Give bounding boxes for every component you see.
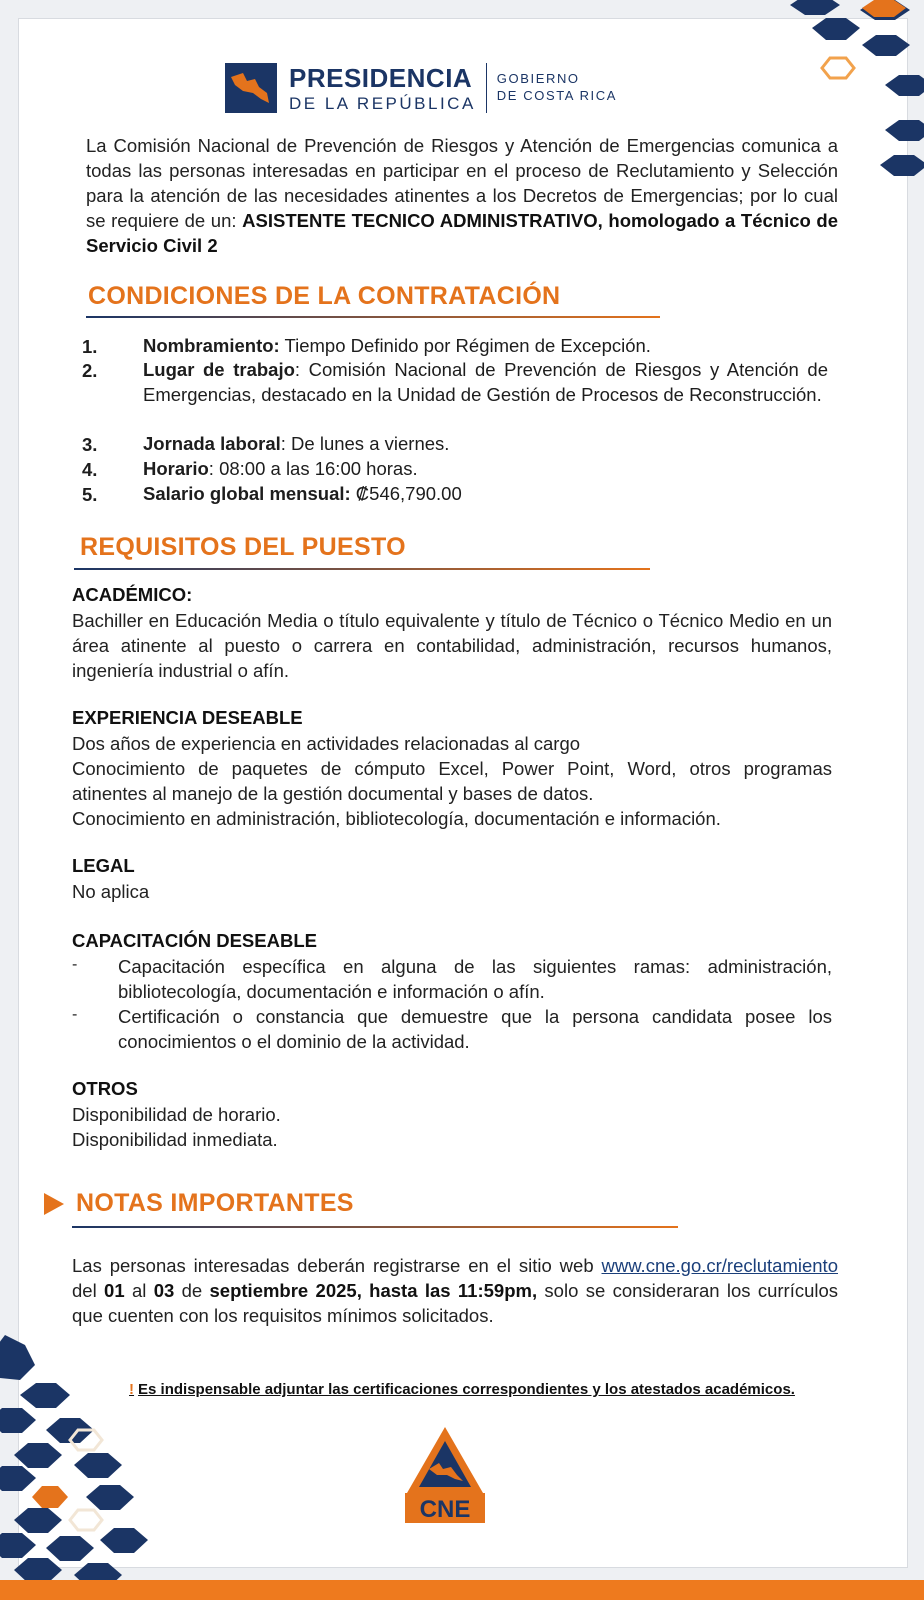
notes-title: NOTAS IMPORTANTES <box>76 1189 354 1217</box>
important-note <box>100 1378 824 1401</box>
deadline: septiembre 2025, hasta las 11:59pm, <box>209 1280 538 1301</box>
training-label: CAPACITACIÓN DESEABLE <box>72 930 317 951</box>
notes-text: solo se consideraran los currículos que cuenten con los requisitos mínimos solicitados. <box>72 1280 839 1326</box>
recruitment-link[interactable]: www.cne.go.cr/reclutamiento <box>601 1255 838 1276</box>
condition-text: : De lunes a viernes. <box>280 433 450 454</box>
condition-item <box>143 456 828 481</box>
legal-label: LEGAL <box>72 855 135 876</box>
notes-rule <box>72 1226 678 1228</box>
condition-text: : 08:00 a las 16:00 horas. <box>208 458 418 479</box>
experience-line: Dos años de experiencia en actividades relacionadas al cargo <box>72 733 581 754</box>
training-item: Capacitación específica en alguna de las siguientes ramas: administración, bibliotecología, documentación e información o afín. <box>118 956 832 1002</box>
government-label <box>497 71 617 105</box>
important-text: Es indispensable adjuntar las certificaciones correspondientes y los atestados académicos. <box>138 1381 795 1398</box>
experience-line: Conocimiento de paquetes de cómputo Excel, Power Point, Word, otros programas atinentes al manejo de la gestión documental y bases de datos. <box>72 758 832 804</box>
notes-text: Las personas interesadas deberán registrarse en el sitio web <box>72 1255 602 1276</box>
condition-num: 3. <box>82 434 98 455</box>
notes-text: del <box>72 1280 105 1301</box>
experience-label: EXPERIENCIA DESEABLE <box>72 707 303 728</box>
other-line: Disponibilidad de horario. <box>72 1104 281 1125</box>
training-item: Certificación o constancia que demuestre que la persona candidata posee los conocimientos o el dominio de la actividad. <box>118 1006 832 1052</box>
condition-label: Jornada laboral <box>143 433 281 454</box>
condition-text: : Comisión Nacional de Prevención de Riesgos y Atención de Emergencias, destacado en la Unidad de Gestión de Procesos de Reconstrucción. <box>143 359 828 405</box>
condition-item <box>143 481 828 506</box>
presidency-header <box>225 62 617 114</box>
condition-num: 1. <box>82 336 98 357</box>
condition-label: Salario global mensual: <box>143 483 351 504</box>
conditions-rule <box>86 316 660 318</box>
notes-paragraph <box>72 1253 838 1328</box>
gov-line1: GOBIERNO <box>496 71 580 87</box>
brand-name <box>289 62 476 113</box>
academic-label: ACADÉMICO: <box>72 584 193 605</box>
intro-text: La Comisión Nacional de Prevención de Riesgos y Atención de Emergencias comunica a todas las personas interesadas en participar en el proceso de Reclutamiento y Selección para la atención de las necesidades atinentes a los Decretos de Emergencias; por lo cual se requiere de un: <box>86 135 838 231</box>
condition-num: 2. <box>82 360 98 381</box>
notes-text: al <box>124 1280 154 1301</box>
condition-text: Tiempo Definido por Régimen de Excepción. <box>279 335 651 356</box>
condition-text: ₡546,790.00 <box>350 483 462 504</box>
cne-logo-text: CNE <box>419 1496 471 1523</box>
brand-line1: PRESIDENCIA <box>289 62 473 93</box>
bullet-dash: - <box>72 1006 78 1023</box>
condition-item <box>143 333 828 358</box>
date-end: 03 <box>153 1280 175 1301</box>
condition-label: Horario <box>143 458 209 479</box>
conditions-title: CONDICIONES DE LA CONTRATACIÓN <box>88 282 561 310</box>
cne-logo <box>405 1425 485 1525</box>
bullet-dash: - <box>72 956 78 973</box>
header-divider <box>486 63 487 113</box>
notes-text: de <box>174 1280 210 1301</box>
position-title: ASISTENTE TECNICO ADMINISTRATIVO, homologado a Técnico de Servicio Civil 2 <box>86 210 838 256</box>
arrow-right-icon <box>44 1193 64 1215</box>
bottom-accent-bar <box>0 1580 924 1600</box>
date-start: 01 <box>104 1280 125 1301</box>
condition-label: Nombramiento: <box>143 335 280 356</box>
costa-rica-map-icon <box>225 63 277 113</box>
condition-item <box>143 431 828 456</box>
condition-num: 5. <box>82 484 98 505</box>
map-shape <box>225 63 277 113</box>
other-text <box>72 1102 832 1152</box>
experience-line: Conocimiento en administración, bibliotecología, documentación e información. <box>72 808 721 829</box>
condition-item <box>143 357 828 407</box>
legal-text: No aplica <box>72 881 150 902</box>
condition-num: 4. <box>82 459 98 480</box>
brand-line2: DE LA REPÚBLICA <box>289 93 476 113</box>
other-line: Disponibilidad inmediata. <box>72 1129 278 1150</box>
alert-icon: ! <box>129 1381 135 1398</box>
condition-label: Lugar de trabajo <box>143 359 295 380</box>
experience-text <box>72 731 832 831</box>
intro-paragraph <box>86 133 838 258</box>
academic-text: Bachiller en Educación Media o título equivalente y título de Técnico o Técnico Medio en un área atinente al puesto o carrera en contabilidad, administración, recursos humanos, ingeniería industrial o afín. <box>72 610 832 681</box>
other-label: OTROS <box>72 1078 138 1099</box>
requirements-title: REQUISITOS DEL PUESTO <box>80 533 406 561</box>
gov-line2: DE COSTA RICA <box>496 88 618 103</box>
requirements-rule <box>74 568 650 570</box>
